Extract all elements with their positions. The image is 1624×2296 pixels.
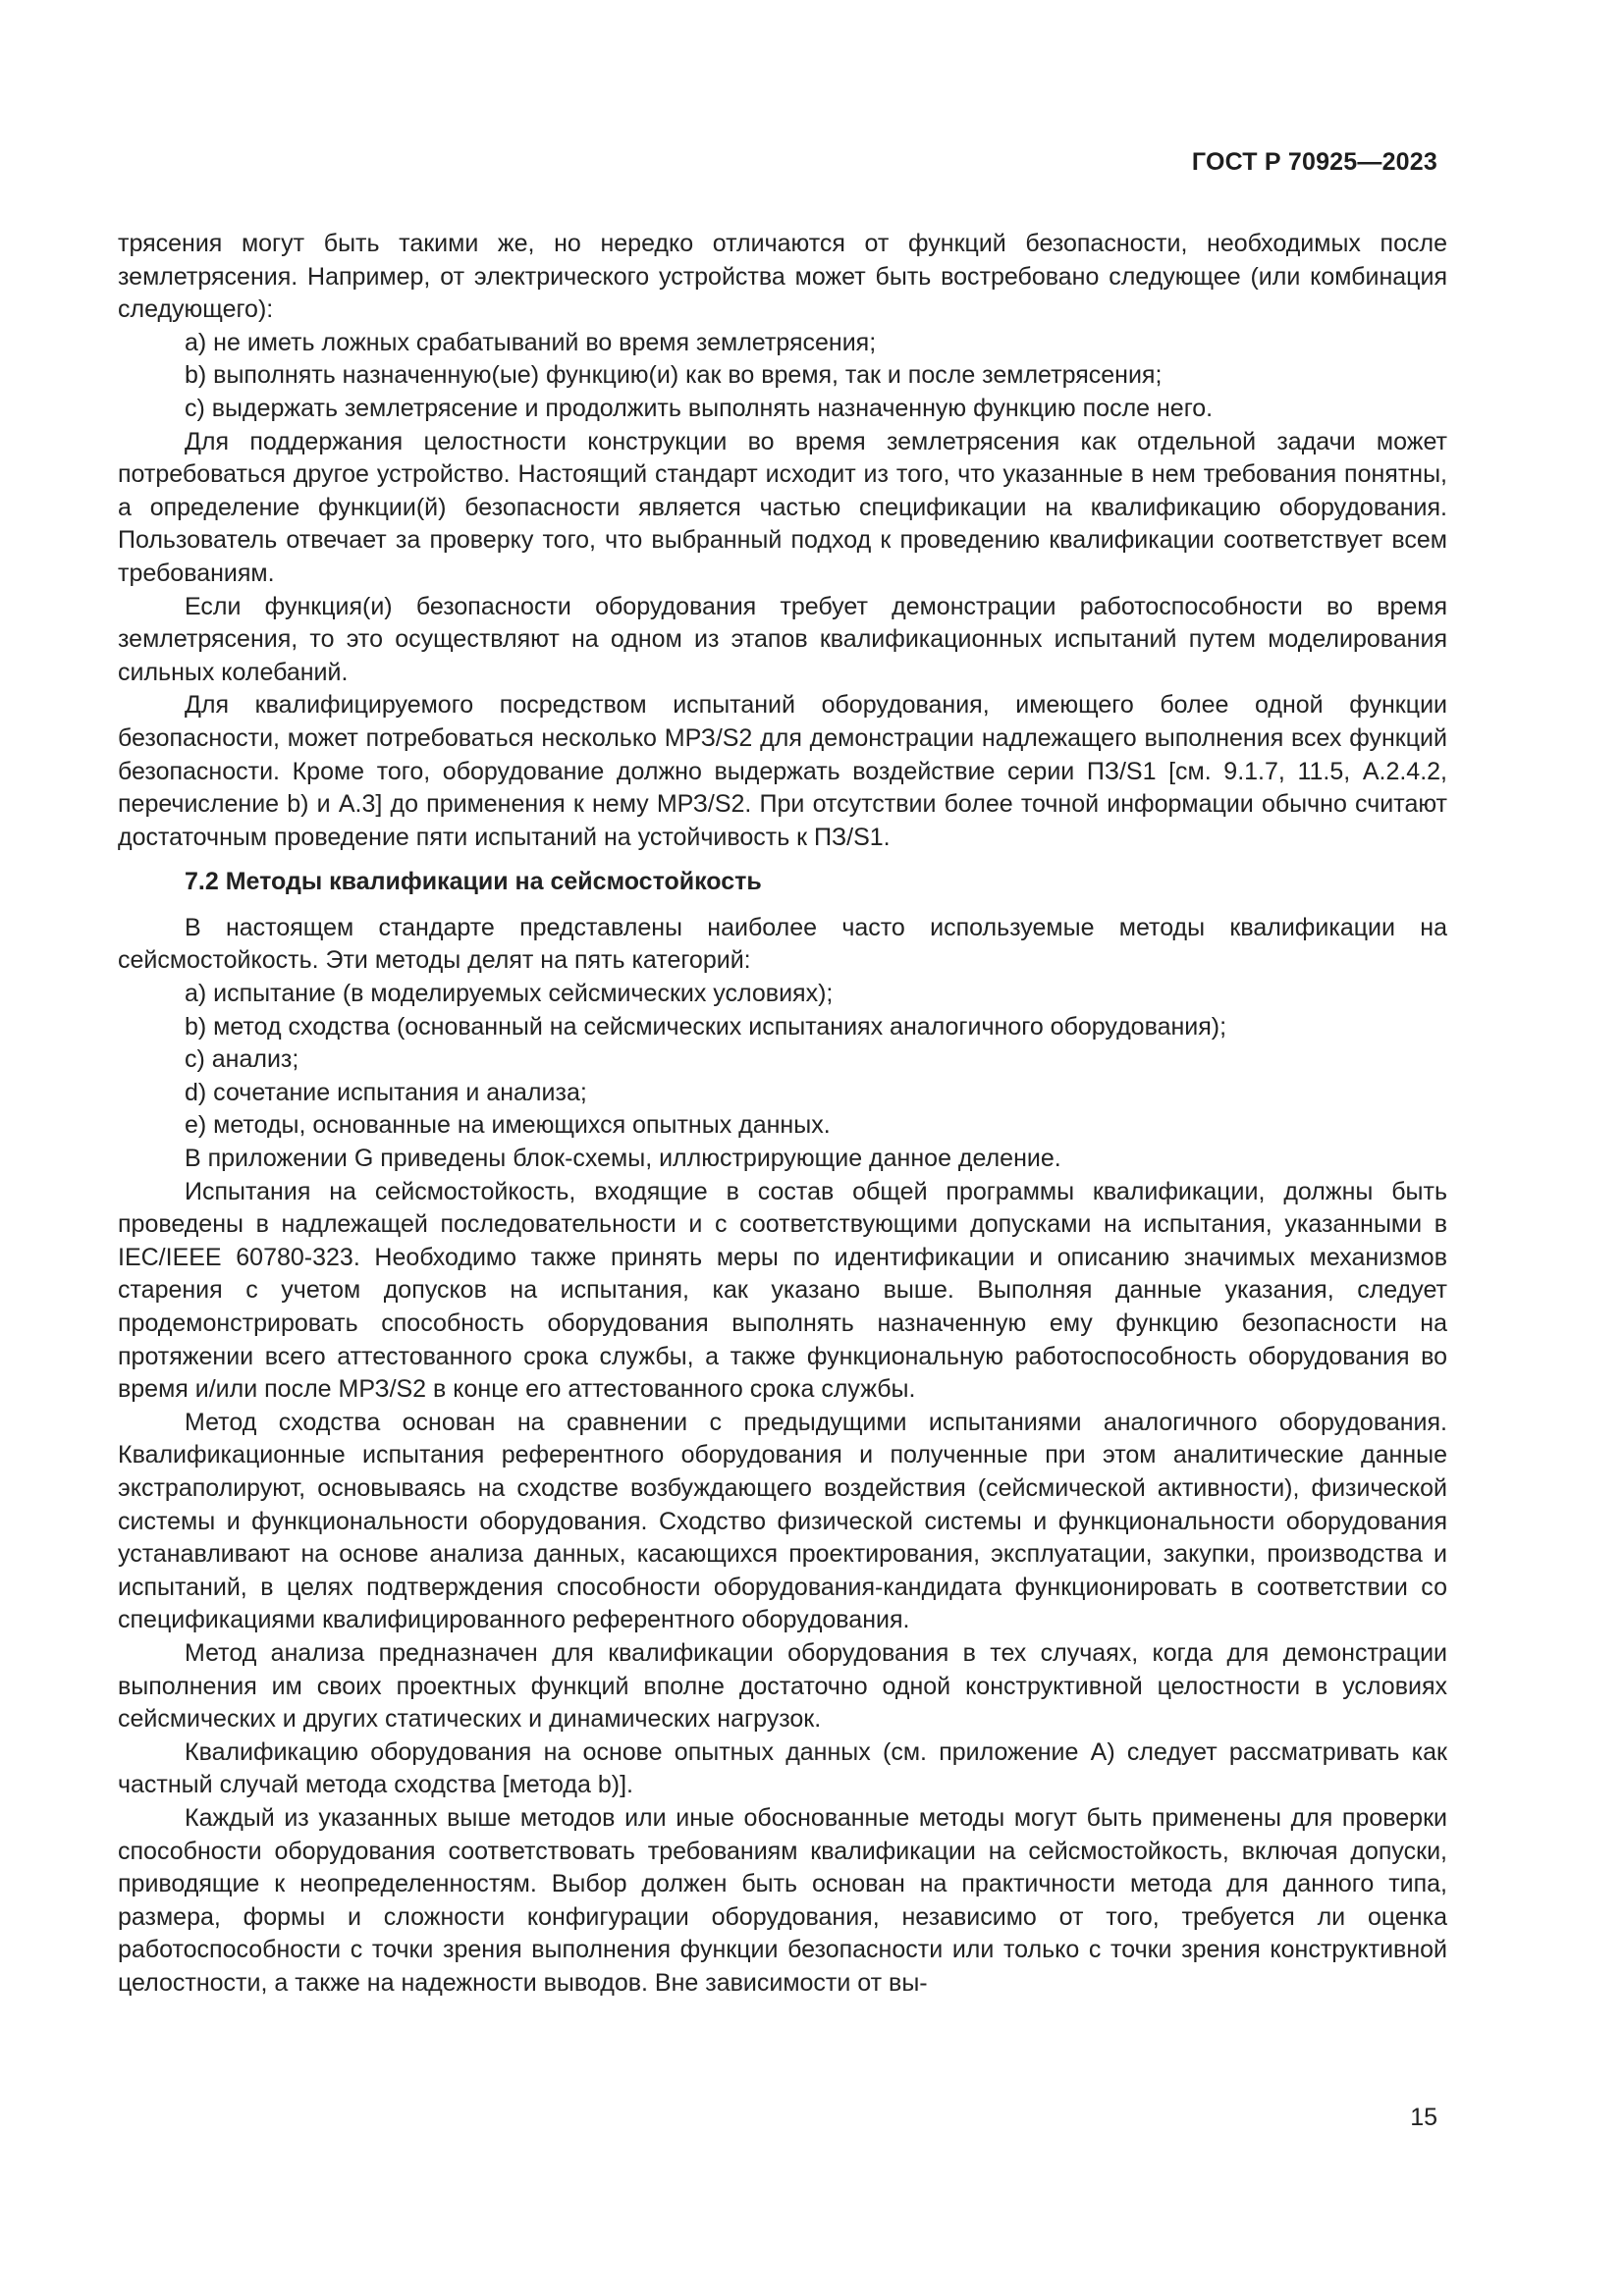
paragraph: Для поддержания целостности конструкции во время землетрясения как отдельной задачи может потребоваться другое устройство. Настоящий стандарт исходит из того, что указанные в нем требования понятны, а определение функции(й) безопасности является частью спецификации на квалификацию оборудования. Пользователь отвечает за проверку того, что выбранный подход к проведению квалификации соответствует всем требованиям. xyxy=(118,427,1447,587)
list-item: a) испытание (в моделируемых сейсмических условиях); xyxy=(185,980,834,1008)
document-code-header: ГОСТ Р 70925—2023 xyxy=(1191,148,1437,176)
paragraph: В настоящем стандарте представлены наиболее часто используемые методы квалификации на сейсмостойкость. Эти методы делят на пять категорий: xyxy=(118,913,1447,975)
paragraph: Каждый из указанных выше методов или иные обоснованные методы могут быть применены для проверки способности оборудования соответствовать требованиям квалификации на сейсмостойкость, включая допуски, приводящие к неопределенностям. Выбор должен быть основан на практичности метода для данного типа, размера, формы и сложности конфигурации оборудования, независимо от того, требуется ли оценка работоспособности с точки зрения выполнения функции безопасности или только с точки зрения конструктивной целостности, а также на надежности выводов. Вне зависимости от вы- xyxy=(118,1803,1447,1997)
paragraph: Метод сходства основан на сравнении с предыдущими испытаниями аналогичного оборудования. Квалификационные испытания референтного оборудования и полученные при этом аналитические данные экстраполируют, основываясь на сходстве возбуждающего воздействия (сейсмической активности), физической системы и функциональности оборудования. Сходство физической системы и функциональности оборудования устанавливают на основе анализа данных, касающихся проектирования, эксплуатации, закупки, производства и испытаний, в целях подтверждения способности оборудования-кандидата функционировать в соответствии со спецификациями квалифицированного референтного оборудования. xyxy=(118,1408,1447,1634)
list-item: c) анализ; xyxy=(185,1045,299,1074)
paragraph: Для квалифицируемого посредством испытаний оборудования, имеющего более одной функции безопасности, может потребоваться несколько МРЗ/S2 для демонстрации надлежащего выполнения всех функций безопасности. Кроме того, оборудование должно выдержать воздействие серии ПЗ/S1 [см. 9.1.7, 11.5, А.2.4.2, перечисление b) и А.3] до применения к нему МРЗ/S2. При отсутствии более точной информации обычно считают достаточным проведение пяти испытаний на устойчивость к ПЗ/S1. xyxy=(118,691,1447,851)
list-item: c) выдержать землетрясение и продолжить выполнять назначенную функцию после него. xyxy=(185,394,1214,422)
list-item: d) сочетание испытания и анализа; xyxy=(185,1078,587,1106)
paragraph: Если функция(и) безопасности оборудования требует демонстрации работоспособности во время землетрясения, то это осуществляют на одном из этапов квалификационных испытаний путем моделирования сильных колебаний. xyxy=(118,592,1447,686)
paragraph: Метод анализа предназначен для квалификации оборудования в тех случаях, когда для демонстрации выполнения им своих проектных функций вполне достаточно одной конструктивной целостности в условиях сейсмических и других статических и динамических нагрузок. xyxy=(118,1638,1447,1734)
list-item: a) не иметь ложных срабатываний во время землетрясения; xyxy=(185,328,877,356)
paragraph: Испытания на сейсмостойкость, входящие в состав общей программы квалификации, должны быть проведены в надлежащей последовательности и с соответствующими допусками на испытания, указанными в IEC/IEEE 60780-323. Необходимо также принять меры по идентификации и описанию значимых механизмов старения с учетом допусков на испытания, как указано выше. Выполняя данные указания, следует продемонстрировать способность оборудования выполнять назначенную ему функцию безопасности на протяжении всего аттестованного срока службы, а также функциональную работоспособность оборудования во время и/или после МРЗ/S2 в конце его аттестованного срока службы. xyxy=(118,1177,1447,1404)
page-number: 15 xyxy=(1410,2104,1437,2131)
list-item: b) метод сходства (основанный на сейсмических испытаниях аналогичного оборудования); xyxy=(185,1012,1227,1041)
list-item: e) методы, основанные на имеющихся опытных данных. xyxy=(185,1111,831,1140)
paragraph: В приложении G приведены блок-схемы, иллюстрирующие данное деление. xyxy=(185,1145,1061,1173)
list-item: b) выполнять назначенную(ые) функцию(и) как во время, так и после землетрясения; xyxy=(185,361,1163,390)
section-heading: 7.2 Методы квалификации на сейсмостойкость xyxy=(185,868,762,896)
paragraph: Квалификацию оборудования на основе опытных данных (см. приложение А) следует рассматривать как частный случай метода сходства [метода b)]. xyxy=(118,1737,1447,1799)
paragraph-continued: трясения могут быть такими же, но нередко отличаются от функций безопасности, необходимых после землетрясения. Например, от электрического устройства может быть востребовано следующее (или комбинация следующего): xyxy=(118,230,1447,324)
page-body xyxy=(118,228,1447,2000)
